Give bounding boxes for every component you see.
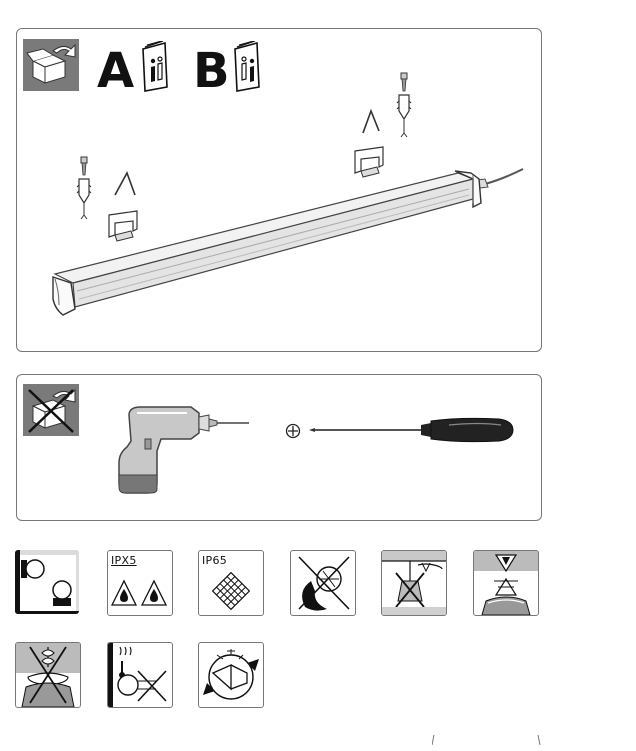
mounting-kit-right-illustration [353,71,433,181]
recessed-mount-icon [473,550,539,616]
page-footer-marks [432,733,542,747]
unpack-box-icon [23,39,79,91]
ipx5-label: IPX5 [111,554,137,567]
mounting-kit-left-illustration [75,155,155,247]
wall-ceiling-mount-icon [15,550,79,614]
rotate-adjust-icon [198,642,264,708]
manual-letter-b: B [193,43,230,99]
tools-not-included-icon [23,384,79,436]
phillips-head-icon [285,423,301,439]
manual-letter-a: A [97,43,135,99]
ip65-label: IP65 [202,554,228,567]
screwdriver-icon [309,413,514,447]
no-dimmer-icon [15,642,81,708]
manual-booklet-a-icon [139,41,171,93]
tools-panel [16,374,542,521]
drill-icon [117,403,252,498]
no-insulation-cover-icon [290,550,356,616]
ceiling-no-suspension-icon [381,550,447,616]
contents-panel [16,28,542,352]
no-heat-source-icon [107,642,173,708]
ipx5-rating-icon [107,550,173,616]
ip65-rating-icon [198,550,264,616]
manual-booklet-b-icon [231,41,263,93]
